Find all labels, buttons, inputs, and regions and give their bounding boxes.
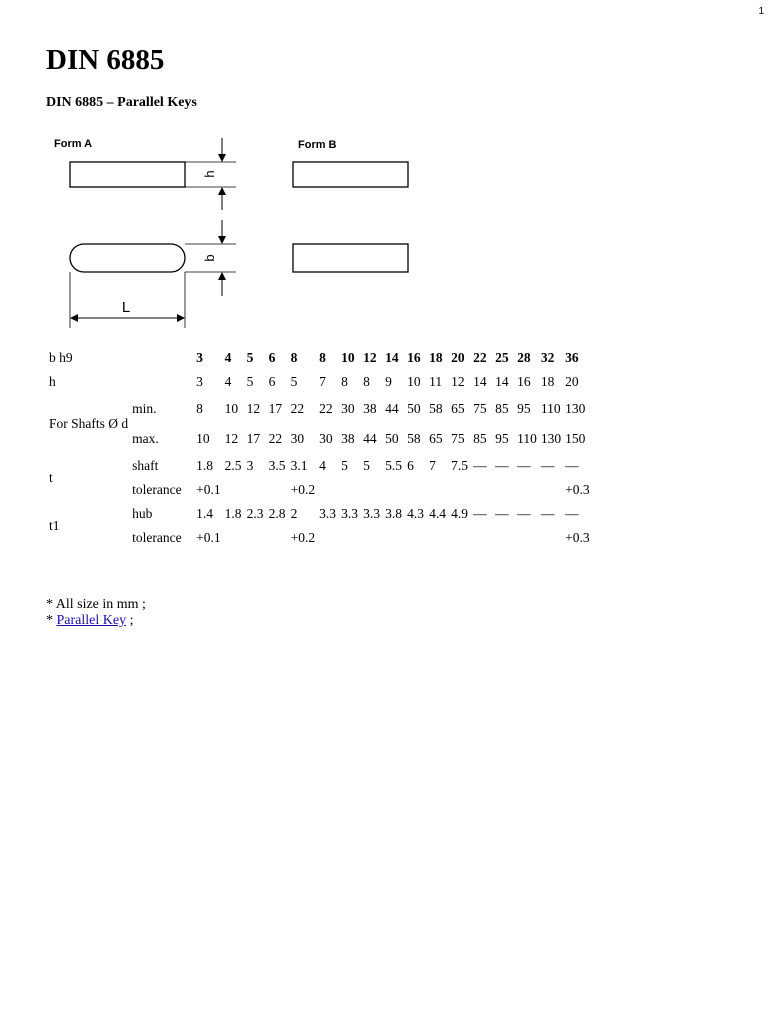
table-cell: 22	[290, 401, 305, 416]
table-cell: 5	[290, 374, 298, 389]
table-cell: 20	[565, 374, 579, 389]
table-cell: 11	[429, 374, 443, 389]
table-cell: 1.8	[224, 506, 242, 521]
table-cell: 65	[429, 431, 443, 446]
table-cell: —	[473, 458, 487, 473]
page-number: 1	[758, 6, 764, 17]
table-cell: 8	[196, 401, 203, 416]
table-cell: —	[540, 506, 555, 521]
table-cell: 3.8	[385, 506, 403, 521]
note-suffix: ;	[126, 613, 134, 628]
table-cell: —	[565, 506, 579, 521]
table-cell: 2	[290, 506, 298, 521]
table-cell: 50	[407, 401, 421, 416]
table-cell: 3.1	[290, 458, 308, 473]
table-cell: 5.5	[385, 458, 403, 473]
table-cell: 5	[246, 350, 254, 365]
table-row-t1-hub	[46, 502, 592, 526]
note-bullet: *	[46, 613, 57, 628]
table-cell: 12	[246, 401, 261, 416]
table-cell	[493, 478, 515, 502]
table-cell	[449, 478, 471, 502]
parallel-key-diagram	[46, 130, 426, 335]
table-cell: 6	[268, 350, 276, 365]
table-cell: 38	[363, 401, 377, 416]
row-label-b-h9: b h9	[49, 350, 73, 365]
table-cell: 130	[565, 401, 586, 416]
table-cell: —	[517, 458, 531, 473]
table-cell	[471, 526, 493, 550]
table-cell: 12	[224, 431, 239, 446]
table-cell: 28	[517, 350, 531, 365]
table-cell: 14	[473, 374, 487, 389]
table-cell: 3	[246, 458, 254, 473]
table-cell: 6	[407, 458, 414, 473]
table-row-h	[46, 370, 592, 394]
row-label-hub-tolerance: tolerance	[132, 530, 182, 545]
table-cell: 110	[517, 431, 537, 446]
table-cell: 58	[407, 431, 421, 446]
table-cell: 14	[385, 350, 399, 365]
table-cell: 3.3	[363, 506, 381, 521]
table-cell	[339, 526, 361, 550]
table-cell	[383, 526, 405, 550]
table-cell: 4.3	[407, 506, 425, 521]
table-cell: 44	[385, 401, 399, 416]
table-cell: 5	[341, 458, 348, 473]
table-cell: —	[517, 506, 531, 521]
table-cell: 4	[224, 374, 232, 389]
table-cell: 110	[540, 401, 561, 416]
table-cell: +0.1	[196, 482, 221, 497]
table-cell	[361, 526, 383, 550]
parallel-key-table	[46, 346, 592, 550]
table-cell: 3	[196, 374, 203, 389]
row-label-shaft: shaft	[132, 458, 159, 473]
table-cell: 1.8	[196, 458, 214, 473]
form-a-top-view	[70, 244, 185, 272]
table-cell: 30	[290, 431, 305, 446]
table-cell: 85	[495, 401, 509, 416]
table-cell: 5	[246, 374, 254, 389]
table-cell: 58	[429, 401, 443, 416]
note-link-line	[46, 613, 146, 629]
table-cell: 1.4	[196, 506, 214, 521]
table-cell	[339, 478, 361, 502]
table-cell: 36	[565, 350, 579, 365]
table-cell: 150	[565, 431, 586, 446]
table-cell: 14	[495, 374, 509, 389]
table-cell: 12	[363, 350, 377, 365]
table-cell: 18	[429, 350, 443, 365]
page-title: DIN 6885	[46, 44, 165, 76]
table-cell	[405, 478, 427, 502]
table-cell: +0.3	[565, 482, 590, 497]
table-cell: +0.2	[290, 530, 316, 545]
table-cell: 8	[363, 374, 370, 389]
table-cell: —	[540, 458, 555, 473]
table-cell	[471, 478, 493, 502]
table-cell: 8	[319, 350, 326, 365]
row-label-t: t	[49, 470, 53, 485]
table-cell: 3.3	[319, 506, 337, 521]
table-cell: 30	[319, 431, 333, 446]
row-label-t1: t1	[49, 518, 60, 533]
table-cell: 10	[196, 431, 210, 446]
table-cell: 16	[517, 374, 531, 389]
table-cell: 75	[451, 431, 465, 446]
table-cell: 3	[196, 350, 203, 365]
table-cell	[405, 526, 427, 550]
table-cell	[427, 478, 449, 502]
table-cell: 10	[224, 401, 239, 416]
table-cell	[267, 478, 289, 502]
table-cell: 130	[540, 431, 562, 446]
row-label-max: max.	[132, 431, 159, 446]
table-cell	[317, 526, 339, 550]
form-b-top-view	[293, 244, 408, 272]
table-cell: 4	[319, 458, 326, 473]
table-cell: —	[473, 506, 487, 521]
l-dimension-label: L	[121, 299, 131, 316]
table-cell	[539, 478, 563, 502]
table-cell: 2.3	[246, 506, 264, 521]
table-cell: 4.9	[451, 506, 469, 521]
table-cell	[361, 478, 383, 502]
table-cell: 32	[540, 350, 555, 365]
table-cell	[223, 478, 245, 502]
table-cell: 95	[495, 431, 509, 446]
table-cell: 12	[451, 374, 465, 389]
table-cell: 4	[224, 350, 232, 365]
table-cell: 5	[363, 458, 370, 473]
table-cell: 16	[407, 350, 421, 365]
note-units: * All size in mm ;	[46, 597, 146, 612]
table-cell: +0.1	[196, 530, 221, 545]
table-cell: 50	[385, 431, 399, 446]
row-label-min: min.	[132, 401, 157, 416]
table-row-t-shaft	[46, 454, 592, 478]
table-row-shaft-min	[46, 394, 592, 424]
table-cell: 2.8	[268, 506, 286, 521]
table-cell: 25	[495, 350, 509, 365]
table-cell	[515, 478, 539, 502]
table-cell: 8	[341, 374, 348, 389]
table-cell: 22	[473, 350, 487, 365]
row-label-hub: hub	[132, 506, 153, 521]
table-cell: 22	[268, 431, 283, 446]
table-cell	[427, 526, 449, 550]
row-label-shaft-tolerance: tolerance	[132, 482, 182, 497]
table-cell: 44	[363, 431, 377, 446]
b-dimension-label: b	[202, 254, 217, 262]
table-cell: —	[495, 506, 509, 521]
table-cell	[539, 526, 563, 550]
table-cell: 75	[473, 401, 487, 416]
h-dimension-label: h	[202, 170, 217, 178]
table-cell: 95	[517, 401, 531, 416]
table-cell: 17	[246, 431, 261, 446]
table-cell	[493, 526, 515, 550]
parallel-key-link[interactable]: Parallel Key	[56, 613, 127, 628]
form-a-side-view	[70, 162, 185, 187]
table-cell: 65	[451, 401, 465, 416]
table-cell	[449, 526, 471, 550]
table-cell: 7	[319, 374, 326, 389]
table-cell	[245, 478, 267, 502]
table-cell: +0.2	[290, 482, 316, 497]
table-cell: 85	[473, 431, 487, 446]
notes	[46, 597, 146, 629]
table-cell: 20	[451, 350, 465, 365]
table-cell: 2.5	[224, 458, 242, 473]
table-cell: 3.5	[268, 458, 286, 473]
table-cell: 18	[540, 374, 555, 389]
table-row-b-h9	[46, 346, 592, 370]
page-subtitle: DIN 6885 – Parallel Keys	[46, 95, 197, 110]
table-cell	[515, 526, 539, 550]
table-cell: 9	[385, 374, 392, 389]
table-cell	[267, 526, 289, 550]
table-cell	[223, 526, 245, 550]
table-cell: 7	[429, 458, 436, 473]
row-label-for-shafts: For Shafts Ø d	[49, 416, 129, 431]
table-cell: 8	[290, 350, 298, 365]
table-cell	[245, 526, 267, 550]
table-cell	[317, 478, 339, 502]
table-cell: 10	[341, 350, 355, 365]
form-b-label: Form B	[298, 139, 337, 151]
table-cell: 7.5	[451, 458, 469, 473]
table-cell	[383, 478, 405, 502]
table-cell: 4.4	[429, 506, 447, 521]
form-b-side-view	[293, 162, 408, 187]
table-cell: 30	[341, 401, 355, 416]
table-cell: 22	[319, 401, 333, 416]
table-cell: —	[565, 458, 579, 473]
table-cell: 3.3	[341, 506, 359, 521]
table-cell: —	[495, 458, 509, 473]
table-cell: 17	[268, 401, 283, 416]
table-cell: 38	[341, 431, 355, 446]
form-a-label: Form A	[54, 138, 93, 150]
row-label-h: h	[49, 374, 56, 389]
table-cell: 10	[407, 374, 421, 389]
table-cell: +0.3	[565, 530, 590, 545]
table-cell: 6	[268, 374, 276, 389]
